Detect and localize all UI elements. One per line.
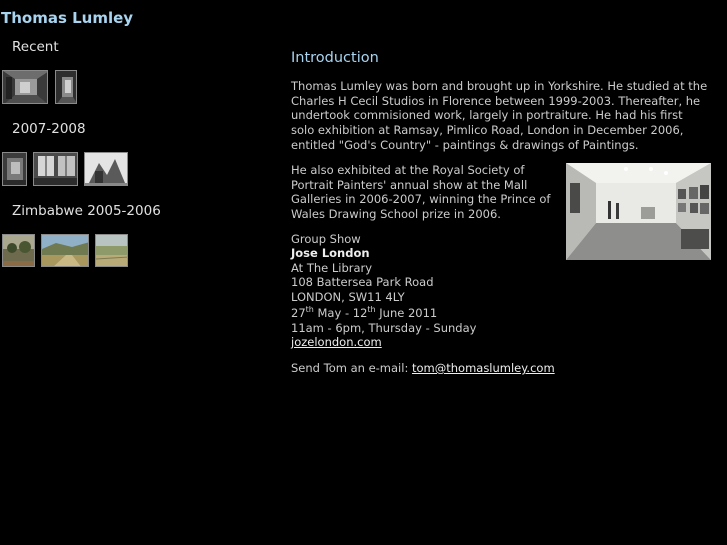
show-date-start-day: 27 <box>291 306 306 320</box>
painting-window-image <box>34 153 78 186</box>
show-website-link[interactable]: jozelondon.com <box>291 335 382 349</box>
email-line <box>291 361 555 376</box>
landscape-painting-image <box>96 235 128 267</box>
thumbnail-zimbabwe-2[interactable] <box>41 234 89 267</box>
show-address-line-2: LONDON, SW11 4LY <box>291 290 405 304</box>
show-name: Jose London <box>291 246 370 260</box>
thumbnail-recent-2[interactable] <box>55 70 77 104</box>
thumbnail-2007-3[interactable] <box>84 152 128 186</box>
show-venue: At The Library <box>291 261 373 275</box>
show-date-start-suffix: th <box>305 305 314 315</box>
section-heading-recent: Recent <box>12 39 59 55</box>
show-type: Group Show <box>291 232 361 246</box>
painting-doorway-image <box>56 71 77 104</box>
show-date-middle: May - 12 <box>313 306 368 320</box>
thumbnail-2007-2[interactable] <box>33 152 78 186</box>
intro-heading: Introduction <box>291 50 379 66</box>
thumbnail-recent-1[interactable] <box>2 70 48 104</box>
thumbnail-zimbabwe-1[interactable] <box>2 234 35 267</box>
site-title[interactable]: Thomas Lumley <box>1 9 134 27</box>
gallery-photo <box>566 163 711 260</box>
thumbnail-zimbabwe-3[interactable] <box>95 234 128 267</box>
section-heading-zimbabwe: Zimbabwe 2005-2006 <box>12 203 161 219</box>
thumbnail-2007-1[interactable] <box>2 152 27 186</box>
show-address-line-1: 108 Battersea Park Road <box>291 275 434 289</box>
painting-interior-image <box>3 71 48 104</box>
intro-paragraph-2: He also exhibited at the Royal Society of Portrait Painters' annual show at the Mall Galleries in 2006-2007, winning the Prince of Wales Drawing School prize in 2006. <box>291 163 551 222</box>
section-heading-2007-2008: 2007-2008 <box>12 121 86 137</box>
show-dates <box>291 306 437 321</box>
painting-objects-image <box>85 153 128 186</box>
landscape-painting-image <box>42 235 89 267</box>
email-prefix: Send Tom an e-mail: <box>291 361 412 375</box>
painting-room-image <box>3 153 27 186</box>
gallery-interior-image <box>566 163 711 260</box>
show-date-end-suffix: th <box>367 305 376 315</box>
landscape-painting-image <box>3 235 35 267</box>
email-link[interactable]: tom@thomaslumley.com <box>411 361 555 375</box>
intro-paragraph-1: Thomas Lumley was born and brought up in Yorkshire. He studied at the Charles H Cecil Studios in Florence between 1999-2003. Thereafter, he undertook commisioned work, largely in portraiture. He had his first solo exhibition at Ramsay, Pimlico Road, London in December 2006, entitled "God's Country" - paintings & drawings of Paintings. <box>291 79 708 152</box>
show-date-end: June 2011 <box>375 306 438 320</box>
show-hours: 11am - 6pm, Thursday - Sunday <box>291 321 477 335</box>
show-website-line <box>291 335 382 350</box>
